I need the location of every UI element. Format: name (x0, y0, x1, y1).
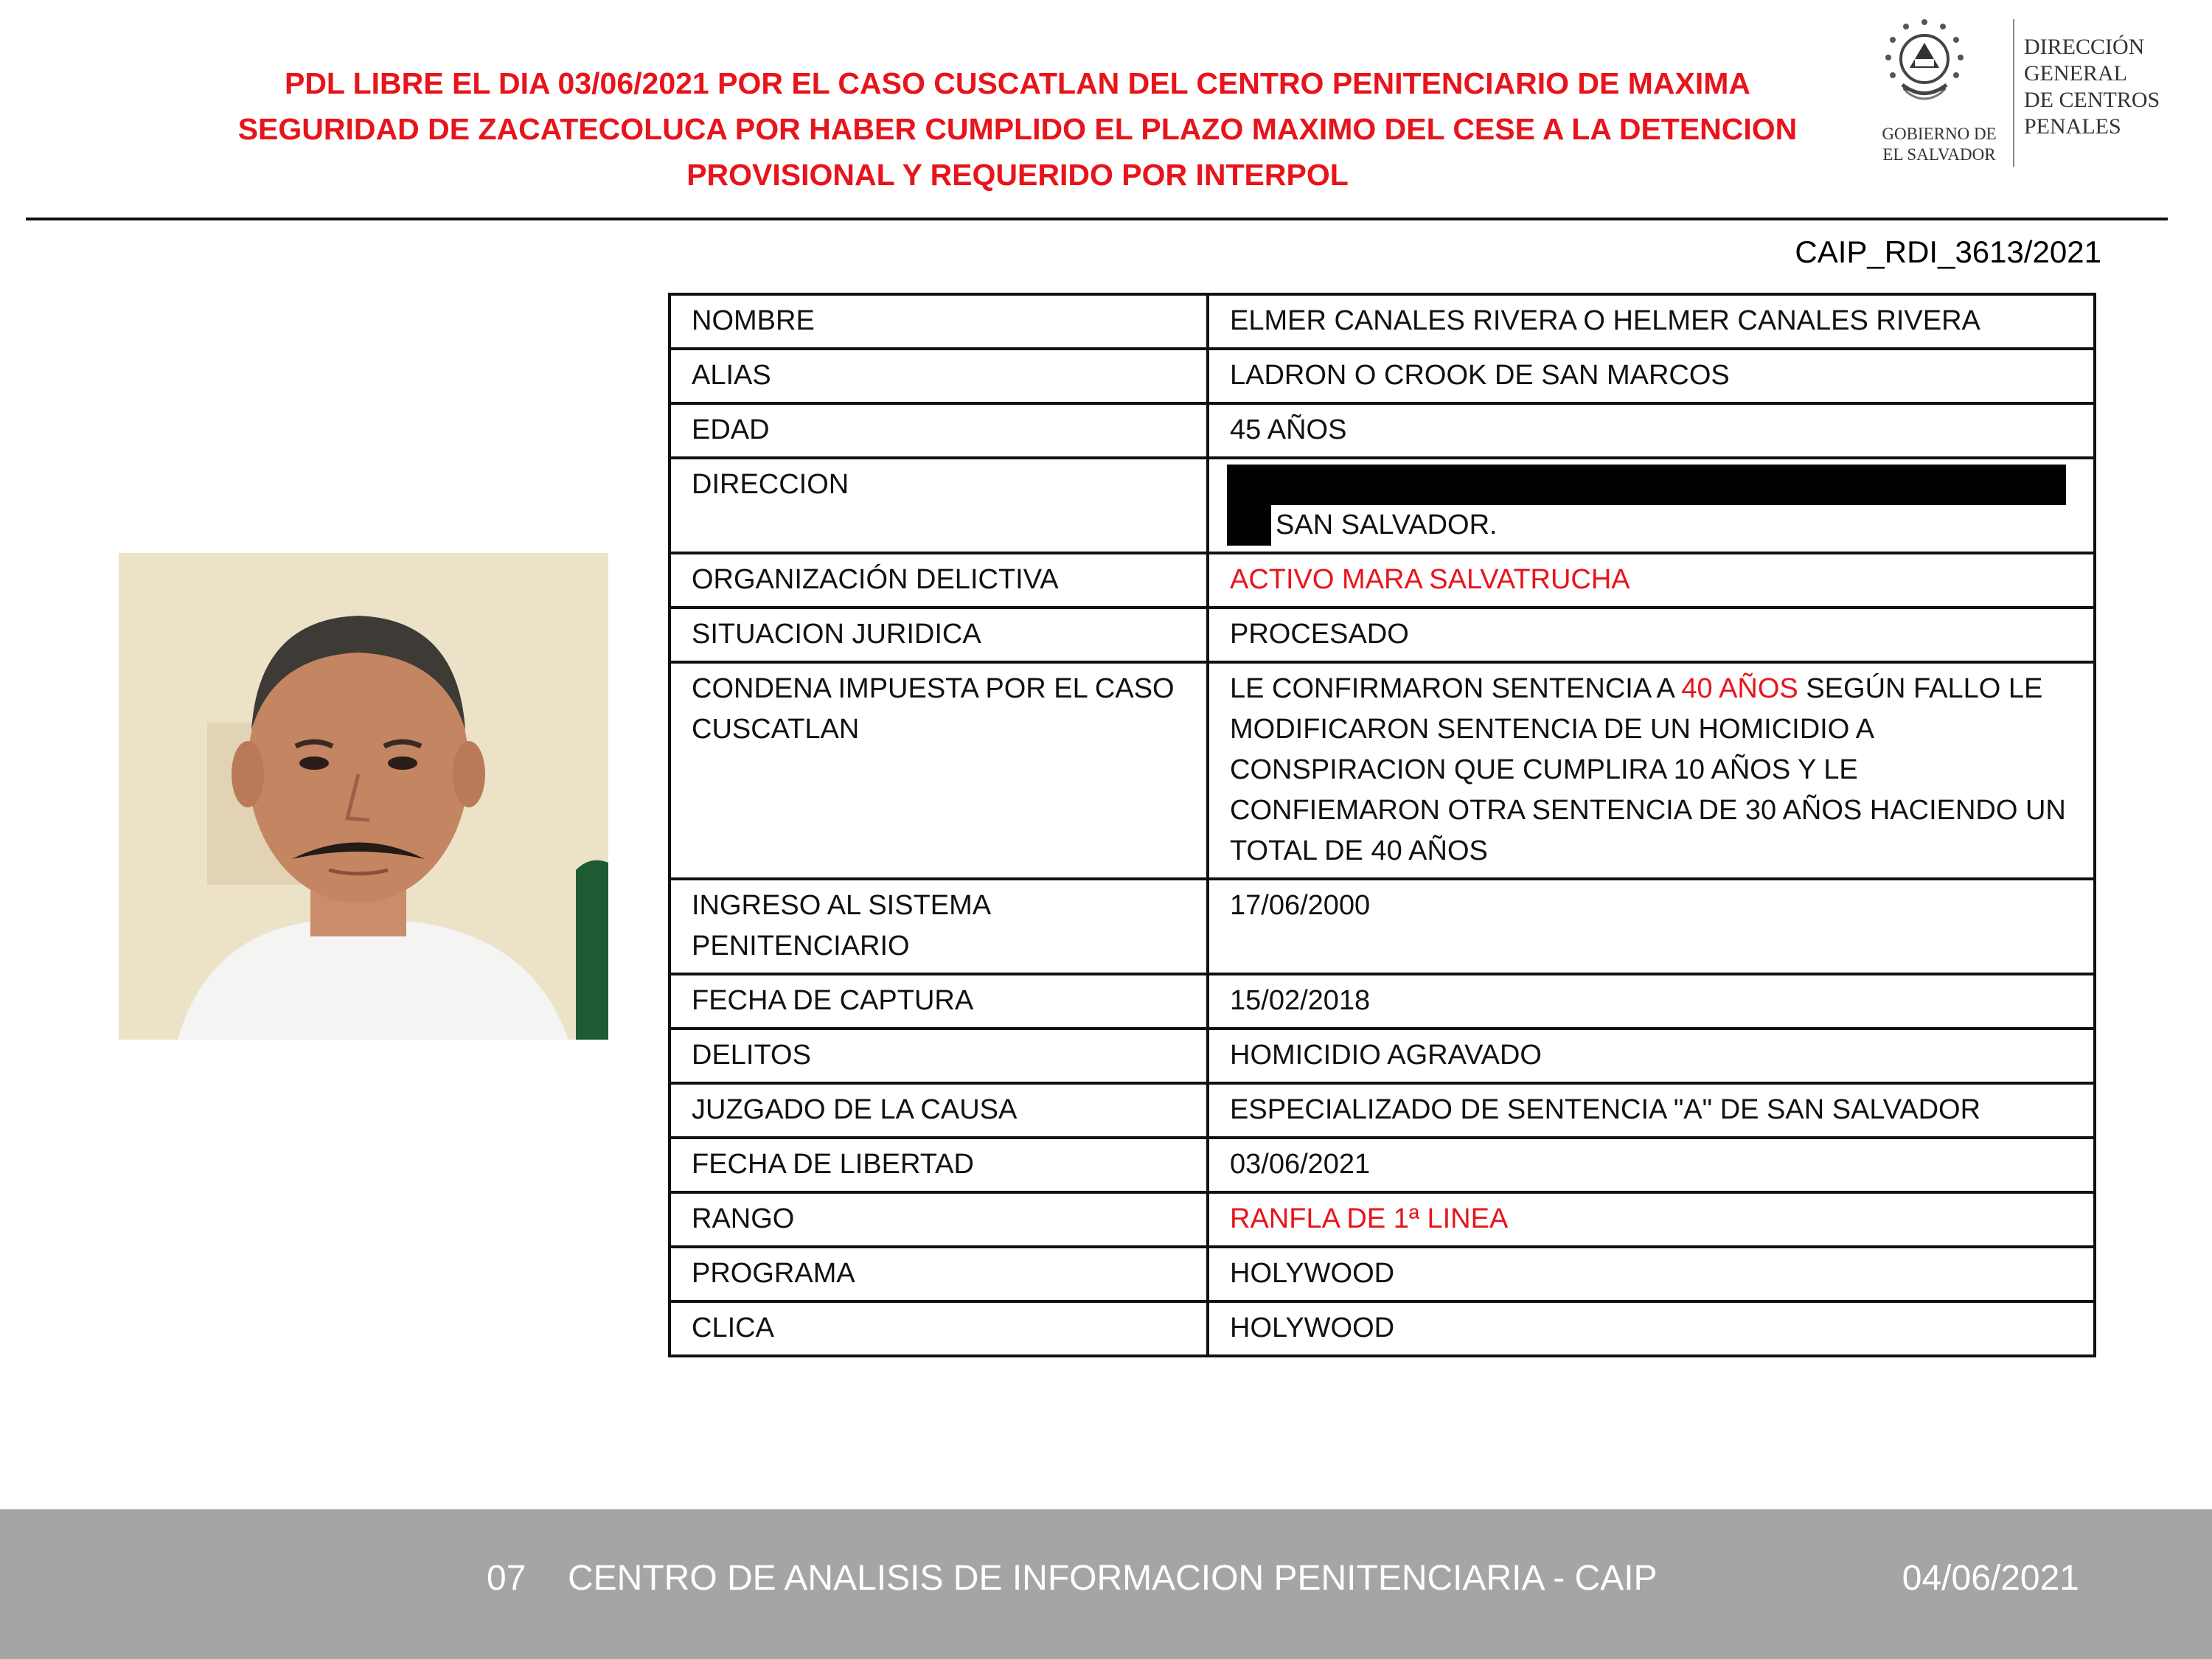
table-row (669, 879, 2095, 974)
agency-line-2: GENERAL (2024, 61, 2127, 86)
sentence-highlight: 40 AÑOS (1681, 673, 1798, 704)
address-cell (1208, 458, 2095, 553)
table-row (669, 403, 2095, 458)
footer-date: 04/06/2021 (1902, 1559, 2079, 1598)
sentence-cell (1208, 662, 2095, 879)
row-value: RANFLA DE 1ª LINEA (1208, 1192, 2095, 1247)
row-value: HOMICIDIO AGRAVADO (1208, 1029, 2095, 1083)
agency-logo (1869, 15, 2179, 173)
table-row (669, 1247, 2095, 1301)
row-value: ESPECIALIZADO DE SENTENCIA "A" DE SAN SALVADOR (1208, 1083, 2095, 1138)
row-value: HOLYWOOD (1208, 1301, 2095, 1356)
header-divider (26, 218, 2168, 220)
row-value: 17/06/2000 (1208, 879, 2095, 974)
row-label: SITUACION JURIDICA (669, 608, 1208, 662)
table-row (669, 608, 2095, 662)
logo-divider (2013, 19, 2014, 167)
agency-line-1: DIRECCIÓN (2024, 35, 2145, 59)
footer-bar (0, 1509, 2212, 1659)
row-value: 03/06/2021 (1208, 1138, 2095, 1192)
headline-line-3: PROVISIONAL Y REQUERIDO POR INTERPOL (686, 158, 1349, 192)
row-value: 45 AÑOS (1208, 403, 2095, 458)
agency-line-4: PENALES (2024, 114, 2121, 139)
government-line-2: EL SALVADOR (1882, 145, 1996, 164)
table-row (669, 974, 2095, 1029)
table-row (669, 1301, 2095, 1356)
row-label: FECHA DE LIBERTAD (669, 1138, 1208, 1192)
coat-of-arms-icon (1877, 15, 1972, 125)
agency-name (2024, 34, 2194, 140)
table-row (669, 553, 2095, 608)
headline-line-2: SEGURIDAD DE ZACATECOLUCA POR HABER CUMPLIDO EL PLAZO MAXIMO DEL CESE A LA DETENCION (237, 112, 1798, 146)
row-value: PROCESADO (1208, 608, 2095, 662)
row-label: ORGANIZACIÓN DELICTIVA (669, 553, 1208, 608)
row-label: CLICA (669, 1301, 1208, 1356)
page-number: 07 (487, 1559, 526, 1598)
row-label: ALIAS (669, 349, 1208, 403)
table-row (669, 1192, 2095, 1247)
row-label: PROGRAMA (669, 1247, 1208, 1301)
sentence-text-rest: SEGÚN FALLO LE MODIFICARON SENTENCIA DE UN HOMICIDIO A CONSPIRACION QUE CUMPLIRA 10 AÑOS Y LE CONFIEMARON OTRA SENTENCIA DE 30 AÑOS HACIENDO UN TOTAL DE 40 AÑOS (1230, 673, 2066, 866)
row-label: JUZGADO DE LA CAUSA (669, 1083, 1208, 1138)
table-row (669, 294, 2095, 349)
row-label: RANGO (669, 1192, 1208, 1247)
redaction-bar (1227, 465, 2066, 505)
row-value: 15/02/2018 (1208, 974, 2095, 1029)
table-row (669, 458, 2095, 553)
address-value: SAN SALVADOR. (1276, 509, 1498, 540)
row-value: ACTIVO MARA SALVATRUCHA (1208, 553, 2095, 608)
agency-line-3: DE CENTROS (2024, 88, 2160, 112)
headline (170, 60, 1865, 198)
mugshot-photo (119, 553, 608, 1040)
row-value: ELMER CANALES RIVERA O HELMER CANALES RIVERA (1208, 294, 2095, 349)
sentence-text-start: LE CONFIRMARON SENTENCIA A (1230, 673, 1682, 704)
row-label: DELITOS (669, 1029, 1208, 1083)
row-label: EDAD (669, 403, 1208, 458)
reference-code: CAIP_RDI_3613/2021 (1795, 234, 2101, 269)
table-row (669, 662, 2095, 879)
headline-line-1: PDL LIBRE EL DIA 03/06/2021 POR EL CASO CUSCATLAN DEL CENTRO PENITENCIARIO DE MAXIMA (284, 66, 1751, 100)
government-label (1869, 124, 2009, 165)
table-row (669, 1083, 2095, 1138)
row-label: NOMBRE (669, 294, 1208, 349)
row-label: INGRESO AL SISTEMA PENITENCIARIO (669, 879, 1208, 974)
row-label: FECHA DE CAPTURA (669, 974, 1208, 1029)
row-value: LADRON O CROOK DE SAN MARCOS (1208, 349, 2095, 403)
row-label: CONDENA IMPUESTA POR EL CASO CUSCATLAN (669, 662, 1208, 879)
footer-organization: CENTRO DE ANALISIS DE INFORMACION PENITENCIARIA - CAIP (568, 1559, 1658, 1598)
table-row (669, 349, 2095, 403)
government-line-1: GOBIERNO DE (1882, 125, 1997, 143)
table-row (669, 1138, 2095, 1192)
record-table (668, 293, 2096, 1357)
table-row (669, 1029, 2095, 1083)
row-value: HOLYWOOD (1208, 1247, 2095, 1301)
row-label: DIRECCION (669, 458, 1208, 553)
redaction-bar (1227, 505, 1271, 546)
